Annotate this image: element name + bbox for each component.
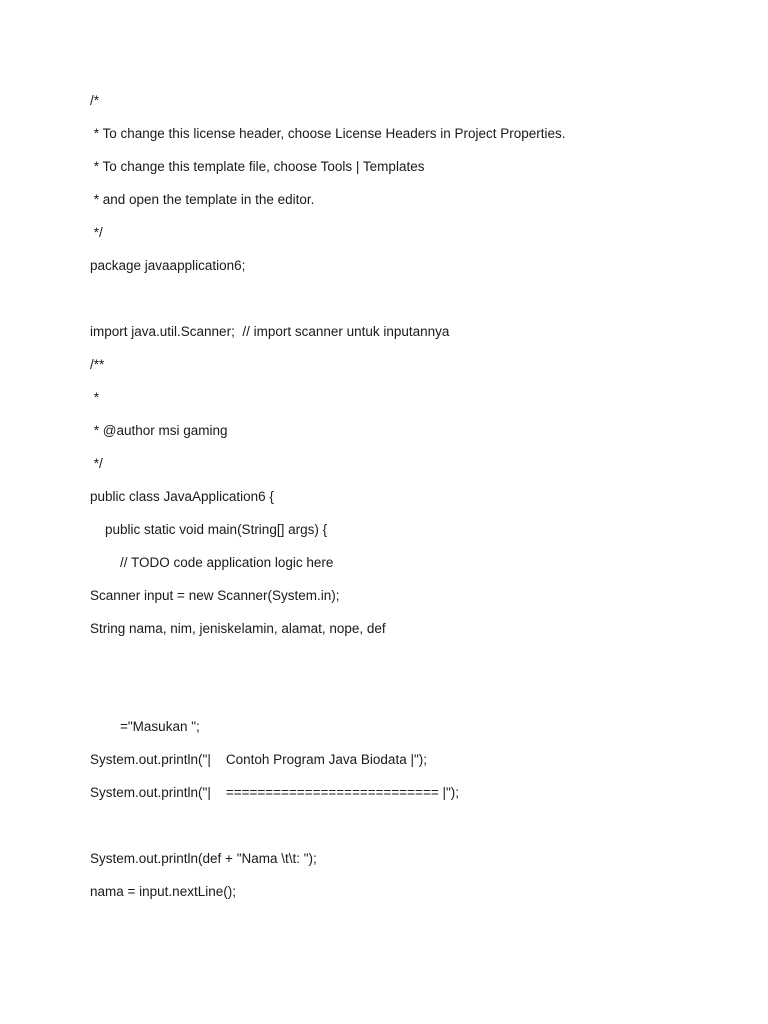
code-line: System.out.println(def + "Nama \t\t: ");: [90, 851, 317, 866]
code-line: public class JavaApplication6 {: [90, 489, 274, 504]
code-line: public static void main(String[] args) {: [90, 522, 328, 537]
code-line: Scanner input = new Scanner(System.in);: [90, 588, 340, 603]
code-line: System.out.println("| Contoh Program Java Biodata |");: [90, 752, 427, 767]
code-line: nama = input.nextLine();: [90, 884, 236, 899]
code-line: import java.util.Scanner; // import scanner untuk inputannya: [90, 324, 450, 339]
code-line: // TODO code application logic here: [90, 555, 334, 570]
code-line: String nama, nim, jeniskelamin, alamat, nope, def: [90, 621, 386, 636]
code-line: System.out.println("| =========================== |");: [90, 785, 460, 800]
code-line: /*: [90, 93, 100, 108]
code-line: */: [90, 225, 103, 240]
code-line: * To change this template file, choose Tools | Templates: [90, 159, 425, 174]
code-line: */: [90, 456, 103, 471]
code-line: package javaapplication6;: [90, 258, 246, 273]
code-line: ="Masukan ";: [90, 719, 200, 734]
code-line: *: [90, 390, 100, 405]
code-line: * To change this license header, choose License Headers in Project Properties.: [90, 126, 566, 141]
code-line: /**: [90, 357, 105, 372]
code-line: * and open the template in the editor.: [90, 192, 315, 207]
code-line: * @author msi gaming: [90, 423, 228, 438]
